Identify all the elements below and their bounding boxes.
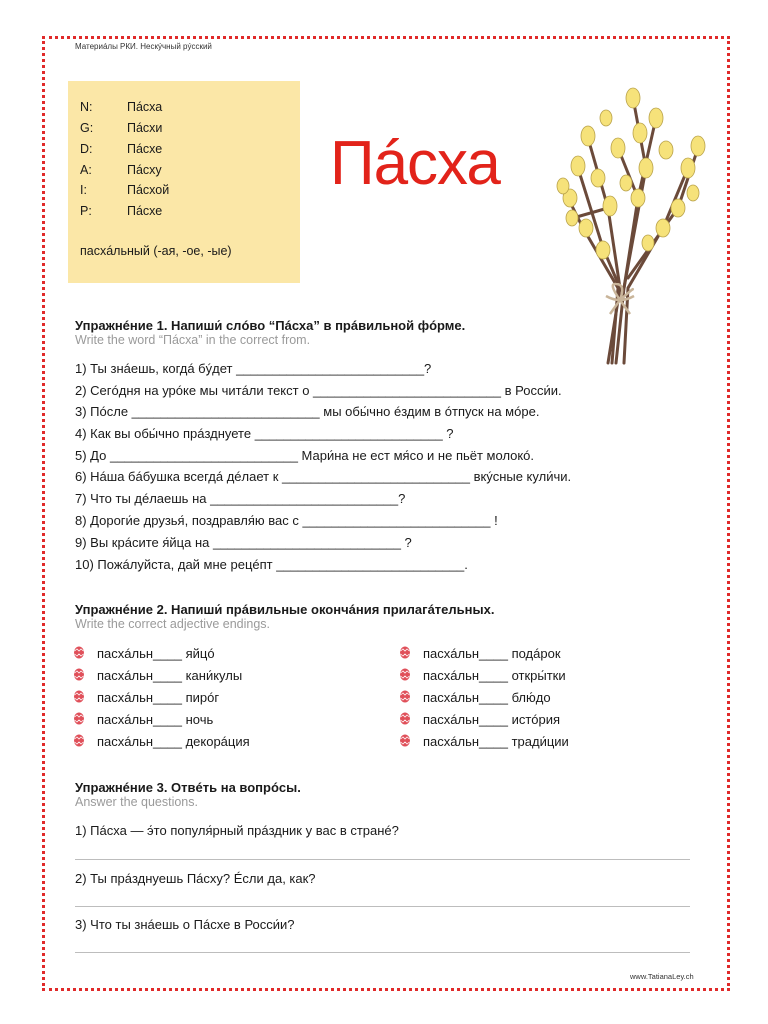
case-form: Пáсхе — [127, 204, 163, 218]
exercise-2-right-item: пасхáльн____ блю́до — [423, 690, 551, 705]
case-row — [80, 204, 162, 218]
exercise-1-item: 2) Сегóдня на урóке мы читáли текст о __________________________ в Росси́и. — [75, 383, 562, 398]
exercise-2-right-item: пасхáльн____ подáрок — [423, 646, 561, 661]
easter-egg-icon — [399, 733, 411, 747]
exercise-2-subheading: Write the correct adjective endings. — [75, 617, 271, 631]
exercise-1-item: 6) Нáша бáбушка всегдá дéлает к __________________________ вкýсные кули́чи. — [75, 469, 572, 484]
declension-box — [68, 81, 300, 283]
case-row — [80, 163, 162, 177]
exercise-1-heading: Упражнéние 1. Напиши́ слóво “Пáсха” в прáвильной фóрме. — [75, 318, 466, 333]
case-form: Пáсхой — [127, 183, 170, 197]
easter-egg-icon — [73, 711, 85, 725]
case-row — [80, 121, 162, 135]
easter-egg-icon — [399, 667, 411, 681]
footer-url: www.TatianaLey.ch — [630, 972, 694, 981]
answer-line[interactable] — [75, 952, 690, 953]
exercise-2-right-item: пасхáльн____ откры́тки — [423, 668, 566, 683]
case-form: Пáсхи — [127, 121, 163, 135]
exercise-3-question: 2) Ты прáзднуешь Пáсху? Éсли да, как? — [75, 871, 316, 886]
exercise-1-item: 7) Что ты дéлаешь на __________________________? — [75, 491, 406, 506]
exercise-2-left-item: пасхáльн____ пирóг — [97, 690, 220, 705]
exercise-3-question: 3) Что ты знáешь о Пáсхе в Росси́и? — [75, 917, 295, 932]
case-label: D: — [80, 142, 93, 156]
page-title: Пáсха — [330, 129, 500, 198]
case-label: I: — [80, 183, 87, 197]
header-note: Материáлы РКИ. Нескýчный рýсский — [75, 42, 212, 51]
exercise-1-item: 4) Как вы обы́чно прáзднуете __________________________ ? — [75, 426, 454, 441]
exercise-1-item: 9) Вы крáсите я́йца на __________________________ ? — [75, 535, 412, 550]
exercise-2-left-item: пасхáльн____ яйцó — [97, 646, 215, 661]
answer-line[interactable] — [75, 859, 690, 860]
easter-egg-icon — [73, 733, 85, 747]
exercise-2-right-item: пасхáльн____ тради́ции — [423, 734, 569, 749]
adjective-forms-note: пасхáльный (-ая, -ое, -ые) — [80, 244, 232, 258]
exercise-1-item: 10) Пожáлуйста, дай мне рецéпт __________________________. — [75, 557, 468, 572]
exercise-2-left-item: пасхáльн____ ночь — [97, 712, 214, 727]
easter-egg-icon — [73, 689, 85, 703]
case-label: P: — [80, 204, 92, 218]
exercise-2-left-item: пасхáльн____ кани́кулы — [97, 668, 243, 683]
case-form: Пáсхе — [127, 142, 163, 156]
exercise-3-heading: Упражнéние 3. Отвéть на вопрóсы. — [75, 780, 301, 795]
exercise-1-item: 1) Ты знáешь, когдá бýдет __________________________? — [75, 361, 432, 376]
easter-egg-icon — [399, 645, 411, 659]
case-label: G: — [80, 121, 94, 135]
case-row — [80, 183, 169, 197]
case-row — [80, 142, 162, 156]
exercise-3-subheading: Answer the questions. — [75, 795, 198, 809]
answer-line[interactable] — [75, 906, 690, 907]
exercise-2-left-item: пасхáльн____ декорáция — [97, 734, 250, 749]
exercise-2-heading: Упражнéние 2. Напиши́ прáвильные окончáния прилагáтельных. — [75, 602, 495, 617]
case-row — [80, 100, 162, 114]
easter-egg-icon — [399, 689, 411, 703]
exercise-2-right-item: пасхáльн____ истóрия — [423, 712, 561, 727]
willow-branch-image — [548, 78, 718, 368]
exercise-1-subheading: Write the word “Пáсха” in the correct from. — [75, 333, 311, 347]
case-form: Пáсху — [127, 163, 162, 177]
exercise-1-item: 5) До __________________________ Мари́на не ест мя́со и не пьёт молокó. — [75, 448, 534, 463]
exercise-1-item: 3) Пóсле __________________________ мы обы́чно éздим в óтпуск на мóре. — [75, 404, 540, 419]
exercise-3-question: 1) Пáсха — э́то популя́рный прáздник у вас в странé? — [75, 823, 399, 838]
easter-egg-icon — [73, 645, 85, 659]
easter-egg-icon — [399, 711, 411, 725]
case-label: A: — [80, 163, 92, 177]
case-label: N: — [80, 100, 93, 114]
exercise-1-item: 8) Дороги́е друзья́, поздравля́ю вас с __________________________ ! — [75, 513, 498, 528]
easter-egg-icon — [73, 667, 85, 681]
case-form: Пáсха — [127, 100, 163, 114]
